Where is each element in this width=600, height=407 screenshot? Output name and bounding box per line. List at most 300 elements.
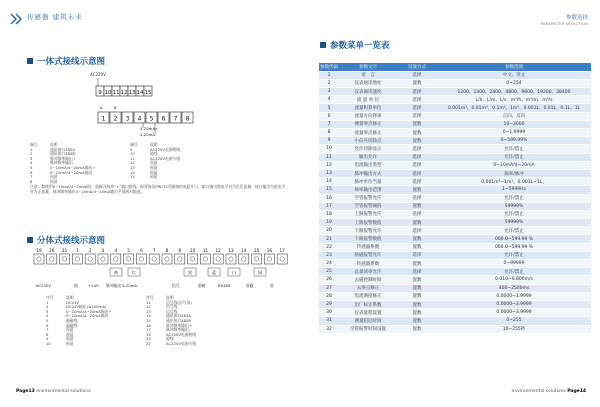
header-title-en: PARAMETER SELECTION [540, 22, 588, 26]
terminal-box [111, 254, 121, 264]
section-title-text: 分体式接线示意图 [37, 236, 106, 246]
legend-cell: 7 [30, 174, 33, 180]
legend-cell: 6 [30, 169, 33, 175]
param-range: 0.001m³、0.01m³、0.1m³、1m³、0.001L、0.01L、0.1L、1L [437, 104, 591, 112]
footer-right-text: environmental solutions [511, 389, 566, 394]
legend-cell: 预留 [66, 340, 74, 346]
param-code: 29 [319, 300, 339, 308]
param-code: 8 [319, 129, 339, 137]
page-header [0, 0, 600, 34]
terminal-number: 14 [136, 90, 144, 96]
param-code: 27 [319, 284, 339, 292]
legend-cell: 10 [130, 151, 135, 157]
terminal-box [136, 254, 146, 264]
footer-left [16, 389, 90, 394]
table-row [319, 276, 591, 284]
param-name: 去磁控制时间 [339, 276, 397, 284]
param-name: 去零点修正 [339, 284, 397, 292]
legend-cell: 8 [30, 178, 33, 184]
col-header-text: 参数文字 [339, 63, 397, 71]
table-row [319, 219, 591, 227]
table-row [319, 169, 591, 177]
table-row [319, 260, 591, 268]
legend-cell: 0~10mA/4~20mA输出+ [66, 308, 112, 314]
terminal-number: 15 [144, 90, 152, 96]
param-mode: 置数 [397, 284, 437, 292]
param-mode: 置数 [397, 137, 437, 145]
terminal-box [47, 254, 57, 264]
terminal-box [124, 254, 134, 264]
legend-cell: 通讯接口485A [50, 146, 76, 152]
terminal-number: 6 [161, 115, 166, 123]
table-row [319, 145, 591, 153]
terminal-box [98, 254, 108, 264]
param-code: 22 [319, 243, 339, 251]
legend-cell: 励磁线 [66, 317, 78, 323]
terminal-number: 8 [165, 248, 169, 253]
terminal-box [60, 254, 70, 264]
terminal-group-label: 屏蔽 [246, 283, 254, 288]
terminal-number: 12 [215, 248, 221, 253]
terminal-box [226, 254, 236, 264]
col-header-range: 参数范围 [437, 63, 591, 71]
terminal-number: 4 [137, 115, 142, 123]
param-mode: 选择 [397, 104, 437, 112]
param-range: 允许/禁止 [437, 194, 591, 202]
legend-cell: 预留 [150, 174, 158, 180]
param-code: 20 [319, 227, 339, 235]
legend-cell: 16 [146, 322, 151, 328]
param-code: 1 [319, 71, 339, 79]
header-section [541, 13, 588, 26]
param-mode: 选择 [397, 194, 437, 202]
legend-cell: DC24V [66, 299, 80, 305]
wire-color-label: 黄 [114, 270, 118, 275]
legend-cell: 8 [46, 331, 49, 337]
param-name: 励磁报警允许 [339, 251, 397, 259]
param-code: 10 [319, 145, 339, 153]
section-bullet-icon [320, 42, 326, 48]
table-row [319, 79, 591, 87]
legend-cell: 预留 [150, 169, 158, 175]
param-range: 0.001m³~1m³、0.001L~1L、 [437, 178, 591, 186]
param-range: 0~10mA/4~20mA [437, 161, 591, 169]
legend-cell: 脉冲频率输出- [50, 160, 75, 166]
terminal-number: 16 [266, 248, 273, 253]
terminal-number: 1 [101, 115, 106, 123]
param-name: 仪表通讯速度 [339, 88, 397, 96]
param-name: 传感器系数 [339, 243, 397, 251]
terminal-number: 9 [178, 248, 182, 253]
legend-cell: 7 [46, 327, 49, 333]
param-code: 6 [319, 112, 339, 120]
table-row [319, 129, 591, 137]
table-row [319, 104, 591, 112]
table-row [319, 194, 591, 202]
legend-cell: 10 [46, 340, 51, 346]
table-row [319, 268, 591, 276]
param-name: 脉冲输出方式 [339, 169, 397, 177]
legend-header-cell: 说明 [166, 295, 174, 300]
legend-cell: 预留 [50, 174, 58, 180]
table-row [319, 292, 591, 300]
section-bullet-icon [27, 237, 33, 243]
legend-cell: 15 [146, 317, 151, 323]
param-code: 7 [319, 120, 339, 128]
terminal-group-label: 励磁 [198, 283, 206, 288]
param-code: 21 [319, 235, 339, 243]
legend-cell: 0~10mA/4~20mA输出- [50, 169, 94, 175]
terminal-number: 17 [279, 248, 285, 253]
param-range: 0~599.99% [437, 137, 591, 145]
legend-cell: 5 [46, 317, 49, 323]
param-range: 允许/禁止 [437, 153, 591, 161]
terminal-box [239, 254, 249, 264]
param-code: 24 [319, 260, 339, 268]
wire-color-label: 绿 [258, 270, 262, 275]
legend-cell: 预留 [50, 178, 58, 184]
table-header-row [319, 63, 591, 71]
section-bullet-icon [27, 58, 33, 64]
terminal-group-label: RS485 [218, 283, 231, 288]
param-name: 流量方向择项 [339, 112, 397, 120]
legend-cell: 13 [146, 308, 151, 314]
legend-cell: 11 [146, 299, 151, 305]
param-mode: 选择 [397, 153, 437, 161]
legend-cell: AC220V电源相线 [166, 331, 197, 337]
legend-header-cell: 序号 [146, 295, 154, 300]
param-code: 19 [319, 219, 339, 227]
param-code: 16 [319, 194, 339, 202]
integrated-wiring-diagram [80, 70, 215, 142]
param-range: 0~1.9999 [437, 129, 591, 137]
param-name: 输出允许 [339, 153, 397, 161]
footer-left-text: environmental solutions [36, 389, 91, 394]
legend-cell: 信号线 [166, 308, 178, 314]
legend-cell: 地线 [166, 336, 174, 342]
param-code: 4 [319, 96, 339, 104]
legend-cell: 15 [130, 174, 135, 180]
legend-cell: AC220V电源火线 [150, 155, 181, 161]
param-code: 28 [319, 292, 339, 300]
wiring-note: 注意：如使用0~10mA/4~20mA时，需断开脉冲“+”端口接线，即要保证PW口5引脚接的电阻开口，如口输出需电平对为负负流量，接口输出为低电平对为正流量，脉冲频率输出0~10mA/4~20mA输出平插两对地电。 [30, 184, 286, 194]
legend-header-cell: 说明 [66, 295, 74, 300]
param-name: 频率输出范围 [339, 186, 397, 194]
param-range: L/h、L/m、L/s、m³/h、m³/m、m³/s [437, 96, 591, 104]
param-code: 32 [319, 325, 339, 333]
legend-row [46, 342, 266, 347]
param-name: 空管报警允许 [339, 194, 397, 202]
legend-cell: 通讯接口485B [166, 317, 192, 323]
param-range: 1200、1400、2400、4800、9600、19200、38400 [437, 88, 591, 96]
legend-cell: 脉冲频率输出- [166, 327, 191, 333]
terminal-box [200, 254, 210, 264]
legend-cell: 14 [130, 169, 135, 175]
legend-cell: 1 [46, 299, 49, 305]
terminal-number: 5 [127, 248, 130, 253]
param-mode: 置数 [397, 186, 437, 194]
legend-cell: 预留 [150, 164, 158, 170]
param-mode: 选择 [397, 227, 437, 235]
param-mode: 选择 [397, 88, 437, 96]
param-name: 测量阻尼时间 [339, 317, 397, 325]
table-row [319, 251, 591, 259]
legend-cell: 信号线(信号屏) [166, 299, 192, 305]
terminal-group-label: 信号 [172, 283, 180, 288]
param-name: 电流输出类型 [339, 161, 397, 169]
param-mode: 选择 [397, 169, 437, 177]
legend-cell: 6 [46, 322, 49, 328]
param-range: 000.0~599.99 % [437, 235, 591, 243]
table-row [319, 284, 591, 292]
param-code: 13 [319, 169, 339, 177]
param-name: 小信号切除点 [339, 137, 397, 145]
terminal-number: 15 [253, 248, 260, 253]
page-number-right: Page14 [567, 389, 586, 394]
legend-cell: 1 [30, 146, 33, 152]
terminal-number: 2 [113, 115, 118, 123]
table-row [319, 227, 591, 235]
section-integrated-wiring-title [27, 55, 105, 67]
param-name: 下限报警数值 [339, 235, 397, 243]
split-wiring-diagram [32, 246, 294, 291]
terminal-number: 20 [49, 248, 55, 253]
param-code: 9 [319, 137, 339, 145]
terminal-box [72, 254, 82, 264]
param-mode: 置数 [397, 309, 437, 317]
legend-cell: AC220V电源相线 [150, 146, 181, 152]
param-code: 18 [319, 210, 339, 218]
param-name: 下限报警允许 [339, 227, 397, 235]
param-mode: 选择 [397, 251, 437, 259]
terminal-number: 7 [173, 115, 178, 123]
legend-cell: 脉冲频率输出+ [50, 155, 76, 161]
table-row [319, 161, 591, 169]
legend2 [46, 296, 266, 347]
legend-cell: 4 [46, 313, 49, 319]
terminal-box [264, 254, 274, 264]
param-range: 允许/禁止 [437, 251, 591, 259]
wire-color-label: 红 [132, 270, 136, 275]
param-code: 30 [319, 309, 339, 317]
legend-cell: 3 [46, 308, 49, 314]
terminal-group-label: 屏 [270, 283, 274, 288]
param-range: 允许/禁止 [437, 268, 591, 276]
param-range: 允许/禁止 [437, 210, 591, 218]
param-code: 15 [319, 186, 339, 194]
param-mode: 置数 [397, 235, 437, 243]
param-mode: 选择 [397, 161, 437, 169]
legend-cell: 9 [46, 336, 49, 342]
terminal-number: 3 [101, 248, 105, 253]
param-mode: 置数 [397, 276, 437, 284]
wire-color-label: 白 [232, 270, 236, 275]
header-slogan: 传感器 建筑未来 [27, 13, 83, 21]
terminal-box [213, 254, 223, 264]
param-mode: 置数 [397, 219, 437, 227]
legend-header-cell: 说明 [150, 142, 158, 147]
terminal-label: 4-20mA- [140, 132, 157, 137]
param-mode: 置数 [397, 292, 437, 300]
legend-cell: 12 [146, 304, 151, 310]
split-terminal-labels [36, 283, 274, 288]
terminal-number: 2 [88, 248, 92, 253]
legend-cell: 预留 [150, 160, 158, 166]
legend-cell: 2 [46, 304, 49, 310]
param-range: 0.0000~1.9999 [437, 292, 591, 300]
terminal-number: 5 [149, 115, 154, 123]
table-row [319, 325, 591, 333]
param-mode: 选择 [397, 210, 437, 218]
legend-cell: 13 [130, 164, 135, 170]
terminal-number: 1 [76, 248, 79, 253]
terminal-group-label: 4-20mA [122, 283, 137, 288]
terminal-number: 3 [125, 115, 130, 123]
terminal-number: 19 [36, 248, 42, 253]
terminal-box [149, 254, 159, 264]
terminal-box [175, 254, 185, 264]
legend-header-cell: 端号 [30, 142, 38, 147]
col-header-code: 参数代码 [320, 64, 338, 70]
legend-cell: 预留 [66, 336, 74, 342]
param-range: 0.0000~3.9999 [437, 309, 591, 317]
param-name: 总量清零允许 [339, 268, 397, 276]
legend-cell: 12 [130, 160, 135, 166]
table-row [319, 243, 591, 251]
param-range: 允许/禁止 [437, 227, 591, 235]
legend-cell: 11 [130, 155, 135, 161]
legend-header-cell: 端号 [130, 142, 138, 147]
terminal-number: 9 [98, 90, 102, 96]
page-number-left: Page13 [16, 389, 35, 394]
legend-cell: 5 [30, 164, 33, 170]
terminal-box [162, 254, 172, 264]
param-mode: 置数 [397, 317, 437, 325]
terminal-number: 11 [202, 248, 209, 253]
terminal-label: B [114, 105, 117, 110]
legend-cell: 通讯接口485B [50, 151, 76, 157]
legend-cell: 预留 [66, 327, 74, 333]
terminal-number: 12 [120, 90, 128, 96]
param-range: 10~3000 [437, 120, 591, 128]
param-name: 传感器系数 [339, 260, 397, 268]
param-code: 11 [319, 153, 339, 161]
top-power-label: AC220V [90, 72, 106, 77]
param-mode: 选择 [397, 268, 437, 276]
terminal-number: 8 [185, 115, 190, 123]
legend-cell: 0~10mA/4~20mA输出- [66, 313, 110, 319]
param-name: 空管报警阈值 [339, 202, 397, 210]
param-range: 0~254 [437, 79, 591, 87]
param-name: 流 量 单 位 [339, 96, 397, 104]
wire-color-label: 黑 [188, 270, 192, 275]
param-mode: 置数 [397, 300, 437, 308]
table-row [319, 178, 591, 186]
param-mode: 置数 [397, 243, 437, 251]
section-parameter-menu-title [320, 39, 390, 51]
param-range: 频率/脉冲 [437, 169, 591, 177]
terminal-number: 6 [140, 248, 143, 253]
param-mode: 置数 [397, 129, 437, 137]
table-row [319, 137, 591, 145]
terminal-number: 11 [112, 90, 120, 96]
param-mode: 选择 [397, 145, 437, 153]
param-range: 中文、英文 [437, 71, 591, 79]
bottom-terminal-row [98, 112, 193, 123]
terminal-number: 7 [152, 248, 156, 253]
param-range: 59999% [437, 202, 591, 210]
col-header-mode: 设置方式 [397, 63, 437, 71]
param-name: 上限报警数值 [339, 219, 397, 227]
param-name: 出厂标定系数 [339, 300, 397, 308]
param-range: 0~255 [437, 317, 591, 325]
terminal-box [34, 254, 44, 264]
legend-header-cell: 序号 [46, 295, 54, 300]
table-row [319, 71, 591, 79]
table-row [319, 96, 591, 104]
table-row [319, 309, 591, 317]
param-mode: 选择 [397, 71, 437, 79]
param-name: 语 言 [339, 71, 397, 79]
wire-color-label: 蓝 [212, 270, 216, 275]
legend-cell: 2 [30, 151, 33, 157]
section-split-wiring-title [27, 234, 105, 246]
param-mode: 选择 [397, 112, 437, 120]
terminal-box [252, 254, 262, 264]
param-mode: 置数 [397, 202, 437, 210]
parameter-table [319, 63, 591, 334]
legend-cell: 4 [30, 160, 33, 166]
footer-right [512, 389, 586, 394]
top-terminal-row [96, 86, 152, 96]
terminal-group-label: 脉冲输出 [106, 283, 122, 288]
param-mode: 置数 [397, 79, 437, 87]
terminal-number: 4 [114, 248, 118, 253]
table-row [319, 153, 591, 161]
param-range: 允许/禁止 [437, 145, 591, 153]
legend-cell: 21 [146, 340, 151, 346]
terminal-box [85, 254, 95, 264]
legend-cell: 20 [146, 336, 151, 342]
legend1 [30, 143, 290, 184]
param-range: 0~99999 [437, 260, 591, 268]
param-code: 14 [319, 178, 339, 186]
terminal-number: 13 [128, 90, 136, 96]
split-terminal-row [34, 248, 287, 264]
param-name: 脉冲单位当量 [339, 178, 397, 186]
param-range: 0.010~0.800m/s [437, 276, 591, 284]
section-title-text: 一体式接线示意图 [37, 57, 106, 67]
param-mode: 置数 [397, 120, 437, 128]
legend-cell: 14 [146, 313, 151, 319]
param-name: 仪表通讯地址 [339, 79, 397, 87]
param-range: 10~255秒 [437, 325, 591, 333]
param-code: 25 [319, 268, 339, 276]
legend-cell: 17 [146, 327, 151, 333]
param-code: 26 [319, 276, 339, 284]
table-row [319, 120, 591, 128]
legend-cell: 9 [130, 146, 133, 152]
terminal-box [188, 254, 198, 264]
param-mode: 置数 [397, 325, 437, 333]
legend-cell: 通讯接口485A [166, 313, 192, 319]
param-code: 5 [319, 104, 339, 112]
terminal-number: 10 [104, 90, 112, 96]
param-name: 空管报警时间设置 [339, 325, 397, 333]
param-code: 23 [319, 251, 339, 259]
legend-cell: AC220V电源火线 [166, 340, 197, 346]
legend-cell: 19 [146, 331, 151, 337]
